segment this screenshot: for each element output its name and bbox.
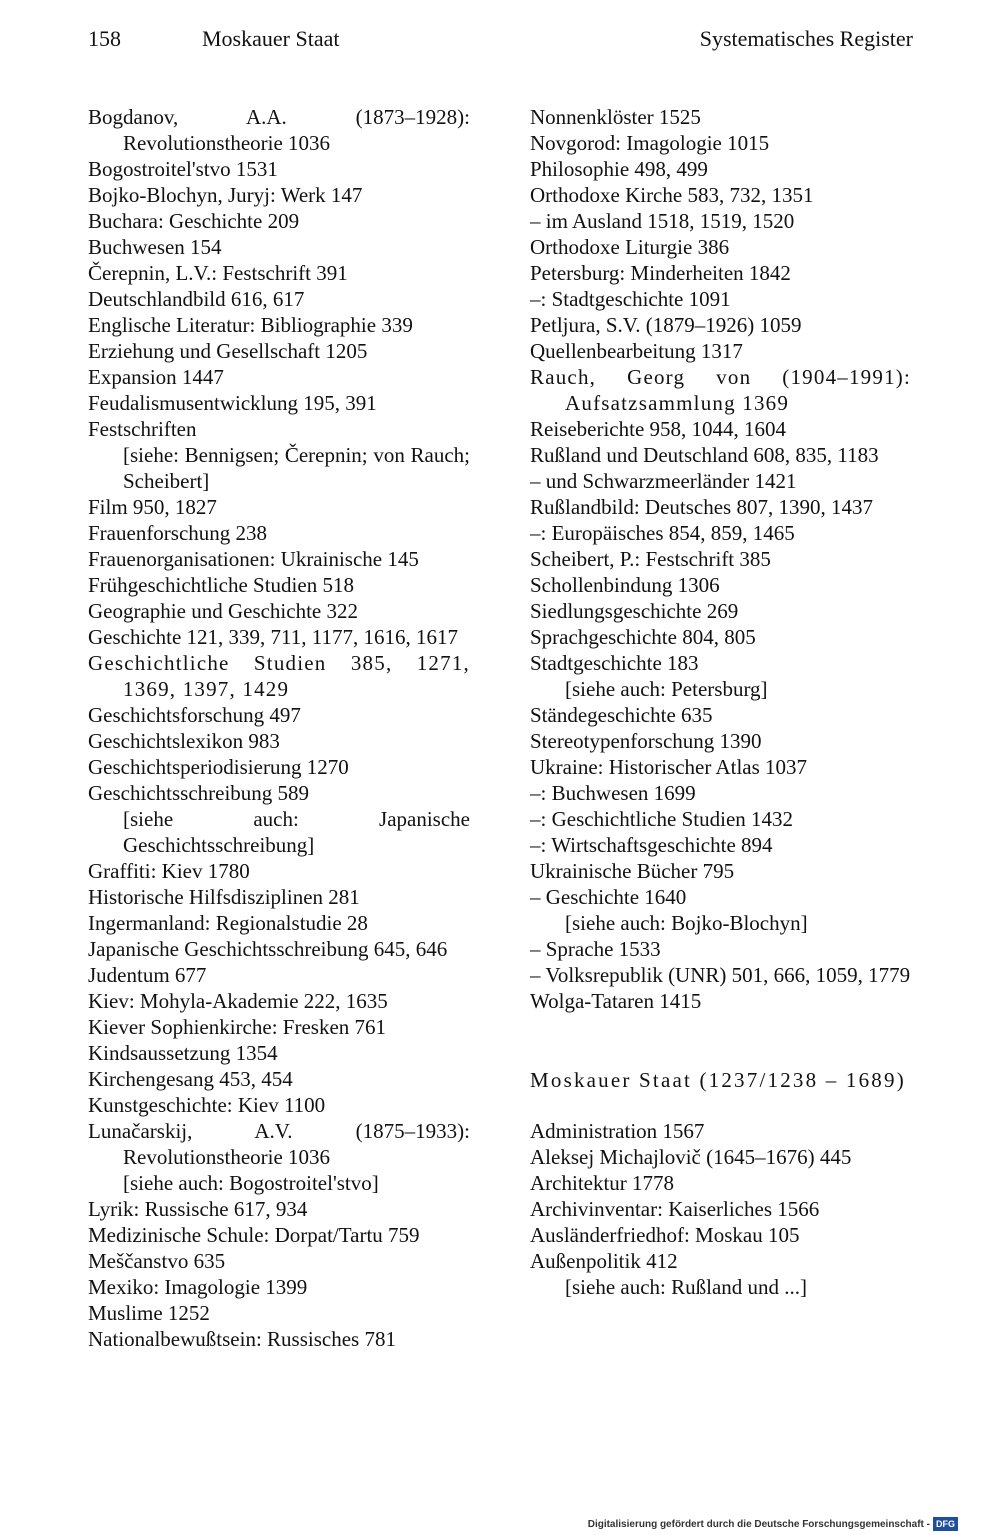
- index-entry: Administration 1567: [530, 1119, 705, 1143]
- index-entry: Geographie und Geschichte 322: [88, 599, 358, 623]
- index-entry: Film 950, 1827: [88, 495, 217, 519]
- index-entry: Rußland und Deutschland 608, 835, 1183: [530, 443, 879, 467]
- left-index-column: [88, 104, 470, 1352]
- index-entry: Nonnenklöster 1525: [530, 105, 701, 129]
- index-entry: Philosophie 498, 499: [530, 157, 708, 181]
- section-index-entries: [530, 1118, 911, 1300]
- index-entry: Aleksej Michajlovič (1645–1676) 445: [530, 1145, 852, 1169]
- index-entry: – und Schwarzmeerländer 1421: [530, 469, 797, 493]
- index-entry: Historische Hilfsdisziplinen 281: [88, 885, 360, 909]
- index-entry: – Volksrepublik (UNR) 501, 666, 1059, 1779: [530, 963, 911, 987]
- index-entry: Englische Literatur: Bibliographie 339: [88, 313, 413, 337]
- digitization-footer: [588, 1516, 958, 1532]
- index-entry: Siedlungsgeschichte 269: [530, 599, 739, 623]
- index-entry: Frauenforschung 238: [88, 521, 268, 545]
- index-entry: – Geschichte 1640: [530, 885, 687, 909]
- index-entry: Expansion 1447: [88, 365, 224, 389]
- index-entry: Ständegeschichte 635: [530, 703, 713, 727]
- right-index-column: [530, 104, 911, 1300]
- index-entry: – im Ausland 1518, 1519, 1520: [530, 209, 795, 233]
- index-entry: Geschichtsschreibung 589: [88, 781, 310, 805]
- index-entry: Medizinische Schule: Dorpat/Tartu 759: [88, 1223, 420, 1247]
- cross-reference: [siehe: Bennigsen; Čerepnin; von Rauch; Scheibert]: [123, 443, 470, 493]
- index-entry: Festschriften: [88, 417, 197, 441]
- index-entry: Lyrik: Russische 617, 934: [88, 1197, 308, 1221]
- index-entry: Scheibert, P.: Festschrift 385: [530, 547, 771, 571]
- index-entry: –: Wirtschaftsgeschichte 894: [530, 833, 773, 857]
- dfg-logo: DFG: [933, 1517, 958, 1531]
- index-entry: Architektur 1778: [530, 1171, 675, 1195]
- cross-reference: [siehe auch: Petersburg]: [565, 677, 768, 701]
- cross-reference: [siehe auch: Japanische Geschichtsschreibung]: [123, 807, 470, 857]
- index-entry: Wolga-Tataren 1415: [530, 989, 702, 1013]
- index-entry: Kirchengesang 453, 454: [88, 1067, 293, 1091]
- index-entry: Ausländerfriedhof: Moskau 105: [530, 1223, 800, 1247]
- index-entry: Japanische Geschichtsschreibung 645, 646: [88, 937, 448, 961]
- section-heading: Moskauer Staat (1237/1238 – 1689): [530, 1068, 906, 1092]
- index-entry: Sprachgeschichte 804, 805: [530, 625, 756, 649]
- index-entry: Orthodoxe Kirche 583, 732, 1351: [530, 183, 814, 207]
- index-entry: Ukraine: Historischer Atlas 1037: [530, 755, 808, 779]
- index-entry: Bogdanov, A.A. (1873–1928): Revolutionstheorie 1036: [88, 105, 470, 155]
- index-entry: Rauch, Georg von (1904–1991): Aufsatzsammlung 1369: [530, 365, 911, 415]
- index-entry: Meščanstvo 635: [88, 1249, 226, 1273]
- index-entry: Buchwesen 154: [88, 235, 222, 259]
- index-entry: Orthodoxe Liturgie 386: [530, 235, 730, 259]
- index-entry: Stereotypenforschung 1390: [530, 729, 762, 753]
- running-title: Moskauer Staat: [202, 26, 340, 51]
- index-entry: Čerepnin, L.V.: Festschrift 391: [88, 261, 348, 285]
- index-entry: Erziehung und Gesellschaft 1205: [88, 339, 368, 363]
- index-entry: Graffiti: Kiev 1780: [88, 859, 250, 883]
- index-entry: Schollenbindung 1306: [530, 573, 720, 597]
- index-entry: Kindsaussetzung 1354: [88, 1041, 278, 1065]
- cross-reference: [siehe auch: Rußland und ...]: [565, 1275, 808, 1299]
- index-entry: Ukrainische Bücher 795: [530, 859, 735, 883]
- index-entry: Stadtgeschichte 183: [530, 651, 699, 675]
- index-entry: Lunačarskij, A.V. (1875–1933): Revolutionstheorie 1036: [88, 1119, 470, 1169]
- index-entry: Petljura, S.V. (1879–1926) 1059: [530, 313, 802, 337]
- index-entry: Frühgeschichtliche Studien 518: [88, 573, 354, 597]
- index-entry: Geschichtliche Studien 385, 1271, 1369, 1397, 1429: [88, 651, 470, 701]
- index-entry: Ingermanland: Regionalstudie 28: [88, 911, 368, 935]
- section-title: Systematisches Register: [699, 26, 913, 51]
- page-number: 158: [88, 26, 121, 51]
- index-entry: Frauenorganisationen: Ukrainische 145: [88, 547, 419, 571]
- index-entry: Novgorod: Imagologie 1015: [530, 131, 770, 155]
- index-entry: Reiseberichte 958, 1044, 1604: [530, 417, 787, 441]
- cross-reference: [siehe auch: Bojko-Blochyn]: [565, 911, 808, 935]
- index-entry: Bogostroitel'stvo 1531: [88, 157, 278, 181]
- index-entry: Geschichtsforschung 497: [88, 703, 301, 727]
- index-entry: –: Stadtgeschichte 1091: [530, 287, 731, 311]
- index-entry: Bojko-Blochyn, Juryj: Werk 147: [88, 183, 363, 207]
- index-entry: Judentum 677: [88, 963, 207, 987]
- index-entry: Muslime 1252: [88, 1301, 210, 1325]
- index-entry: Kiev: Mohyla-Akademie 222, 1635: [88, 989, 388, 1013]
- index-entry: Archivinventar: Kaiserliches 1566: [530, 1197, 820, 1221]
- footer-text: Digitalisierung gefördert durch die Deutsche Forschungsgemeinschaft -: [587, 1518, 930, 1530]
- index-entry: –: Europäisches 854, 859, 1465: [530, 521, 795, 545]
- index-entry: – Sprache 1533: [530, 937, 661, 961]
- index-entry: Kunstgeschichte: Kiev 1100: [88, 1093, 326, 1117]
- index-entry: Mexiko: Imagologie 1399: [88, 1275, 308, 1299]
- index-entry: Außenpolitik 412: [530, 1249, 678, 1273]
- index-entry: Feudalismusentwicklung 195, 391: [88, 391, 377, 415]
- index-entry: –: Geschichtliche Studien 1432: [530, 807, 794, 831]
- index-entry: Geschichtslexikon 983: [88, 729, 280, 753]
- page-header: [88, 26, 913, 58]
- index-entry: Nationalbewußtsein: Russisches 781: [88, 1327, 396, 1351]
- index-entry: Kiever Sophienkirche: Fresken 761: [88, 1015, 387, 1039]
- index-entry: Rußlandbild: Deutsches 807, 1390, 1437: [530, 495, 873, 519]
- index-entry: Geschichtsperiodisierung 1270: [88, 755, 349, 779]
- cross-reference: [siehe auch: Bogostroitel'stvo]: [123, 1171, 379, 1195]
- index-entry: Petersburg: Minderheiten 1842: [530, 261, 791, 285]
- right-index-entries: [530, 104, 911, 1014]
- index-entry: Quellenbearbeitung 1317: [530, 339, 743, 363]
- index-entry: Buchara: Geschichte 209: [88, 209, 300, 233]
- index-entry: Geschichte 121, 339, 711, 1177, 1616, 1617: [88, 625, 458, 649]
- index-entry: –: Buchwesen 1699: [530, 781, 696, 805]
- index-entry: Deutschlandbild 616, 617: [88, 287, 305, 311]
